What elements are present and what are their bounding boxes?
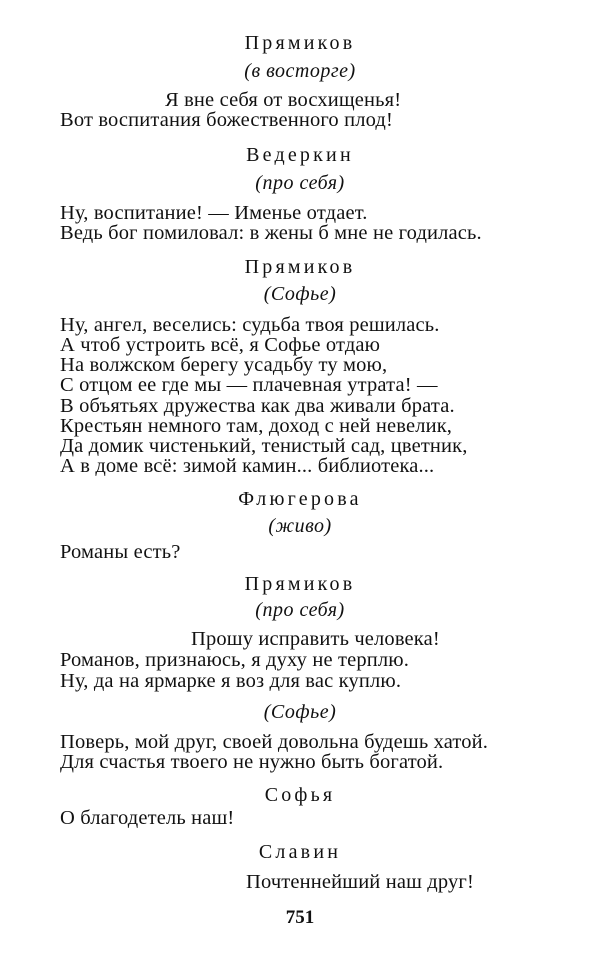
verse-line: В объятьях дружества как два живали брата. <box>60 395 455 417</box>
verse-line: Романов, признаюсь, я духу не терплю. <box>60 649 409 671</box>
speaker-name: Прямиков <box>244 256 356 278</box>
stage-direction: (про себя) <box>255 599 345 621</box>
page-number: 751 <box>285 907 315 928</box>
stage-direction: (про себя) <box>255 172 345 194</box>
verse-line: Для счастья твоего не нужно быть богатой. <box>60 751 444 773</box>
verse-line: С отцом ее где мы — плачевная утрата! — <box>60 374 438 396</box>
speaker-name: Ведеркин <box>246 144 354 166</box>
speaker-name: Славин <box>258 841 342 863</box>
verse-line: Ну, ангел, веселись: судьба твоя решилась. <box>60 314 440 336</box>
stage-direction: (в восторге) <box>244 60 356 82</box>
verse-line: Крестьян немного там, доход с ней невелик, <box>60 415 453 437</box>
verse-line: Вот воспитания божественного плод! <box>60 109 393 131</box>
speaker-name: Прямиков <box>244 573 356 595</box>
stage-direction: (Софье) <box>263 701 337 723</box>
verse-line: Ведь бог помиловал: в жены б мне не годилась. <box>60 222 482 244</box>
verse-line: А в доме всё: зимой камин... библиотека... <box>60 455 435 477</box>
speaker-name: Флюгерова <box>238 488 362 510</box>
stage-direction: (Софье) <box>263 283 337 305</box>
verse-line: Ну, воспитание! — Именье отдает. <box>60 202 368 224</box>
speaker-name: Прямиков <box>244 32 356 54</box>
verse-line: Прошу исправить человека! <box>191 628 440 650</box>
verse-line: Почтеннейший наш друг! <box>246 871 474 893</box>
verse-line: Я вне себя от восхищенья! <box>165 89 402 111</box>
verse-line: О благодетель наш! <box>60 807 235 829</box>
verse-line: Да домик чистенький, тенистый сад, цветник, <box>60 435 468 457</box>
verse-line: Ну, да на ярмарке я воз для вас куплю. <box>60 670 402 692</box>
stage-direction: (живо) <box>268 515 332 537</box>
verse-line: На волжском берегу усадьбу ту мою, <box>60 354 388 376</box>
verse-line: Романы есть? <box>60 541 181 563</box>
verse-line: Поверь, мой друг, своей довольна будешь хатой. <box>60 731 489 753</box>
speaker-name: Софья <box>264 784 336 806</box>
verse-line: А чтоб устроить всё, я Софье отдаю <box>60 334 381 356</box>
